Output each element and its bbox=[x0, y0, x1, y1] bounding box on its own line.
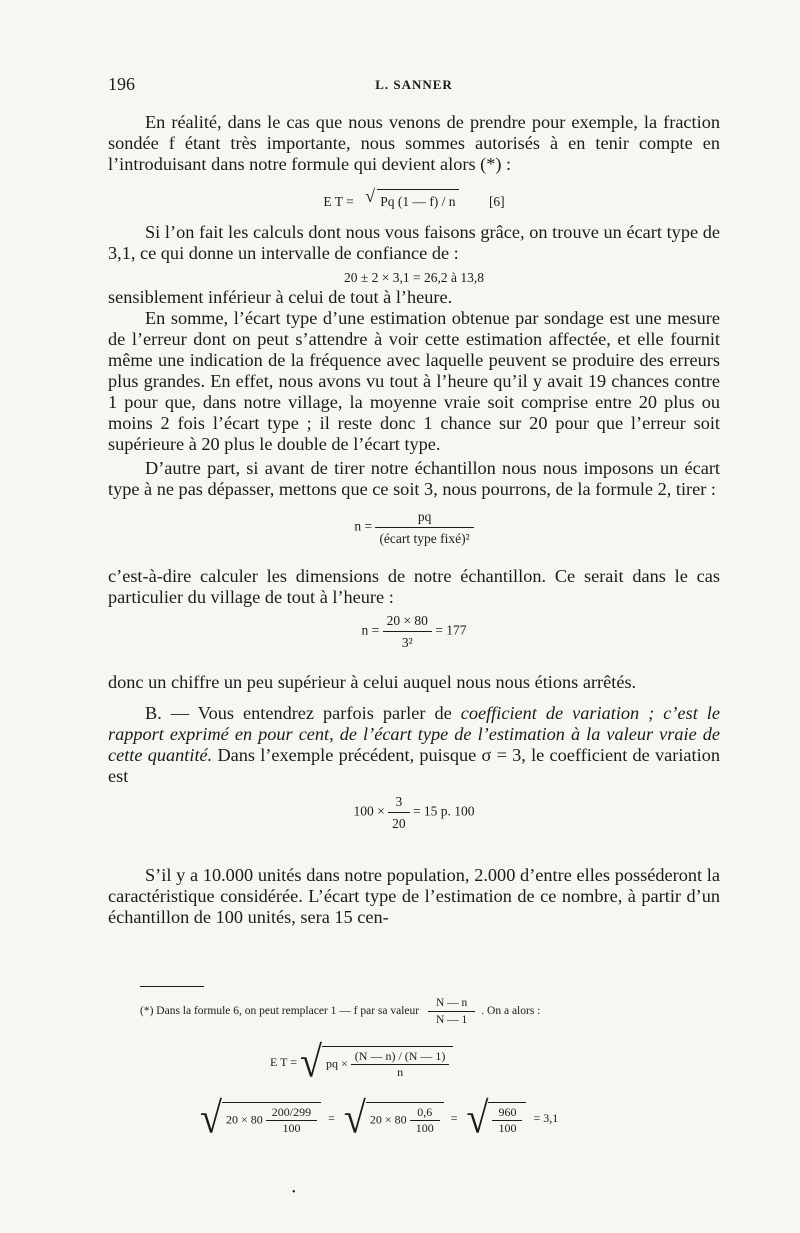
radicand-prefix: 20 × 80 bbox=[369, 1112, 407, 1127]
footnote-equation-2 bbox=[200, 1092, 559, 1143]
radical-sign: √ bbox=[466, 1092, 489, 1143]
footnote-eq2-radicand-b bbox=[366, 1102, 444, 1136]
footnote-eq2-sqrt-c bbox=[466, 1092, 526, 1143]
paragraph-9: S’il y a 10.000 unités dans notre population, 2.000 d’entre elles posséderont la caractéristique considérée. L’écart type de l’estimation de ce nombre, à partir d’un échantillon de 100 unités, sera 15 cen- bbox=[108, 865, 720, 927]
paragraph-2: Si l’on fait les calculs dont nous vous faisons grâce, on trouve un écart type de 3,1, ce qui donne un intervalle de confiance de : bbox=[108, 222, 720, 263]
page-header bbox=[108, 74, 720, 100]
cv-fraction bbox=[388, 791, 410, 834]
paragraph-3: sensiblement inférieur à celui de tout à l’heure. bbox=[108, 287, 453, 307]
footnote-eq2-radicand-a bbox=[222, 1102, 321, 1136]
sample-size-fraction bbox=[375, 506, 473, 549]
body-text bbox=[108, 112, 720, 928]
ink-mark: • bbox=[292, 1187, 296, 1198]
footnote-eq2-radicand-c bbox=[488, 1102, 526, 1136]
cv-result: = 15 p. 100 bbox=[412, 803, 475, 819]
radical-sign: √ bbox=[200, 1092, 222, 1143]
equation-6-lhs: E T = bbox=[323, 194, 354, 209]
confidence-interval-equation: 20 ± 2 × 3,1 = 26,2 à 13,8 bbox=[343, 270, 484, 285]
radicand-fraction bbox=[492, 1105, 522, 1136]
footnote-eq1-lhs: E T = bbox=[270, 1054, 297, 1069]
fraction-numerator: pq bbox=[417, 509, 432, 524]
coefficient-variation-equation bbox=[108, 791, 720, 845]
fraction-denominator: (écart type fixé)² bbox=[375, 527, 473, 549]
footnote-eq1-radicand bbox=[322, 1046, 453, 1080]
fraction-denominator: n bbox=[351, 1064, 450, 1080]
equation-6 bbox=[108, 186, 720, 211]
definition-italic: coefficient de variation ; c’est le rapport exprimé en pour cent, de l’écart type de l’estimation à la valeur vraie de cette quantité. bbox=[108, 703, 720, 765]
sample-size-lhs: n = bbox=[354, 518, 373, 534]
radical-sign: √ bbox=[300, 1036, 322, 1087]
sample-size-calculation bbox=[108, 610, 720, 662]
fraction-numerator: 3 bbox=[395, 794, 403, 809]
equals-sign: = bbox=[328, 1110, 335, 1125]
footnote-eq2-sqrt-b bbox=[343, 1092, 444, 1143]
sample-size-formula bbox=[108, 506, 720, 558]
paragraph-8 bbox=[108, 703, 720, 787]
radical-sign: √ bbox=[365, 186, 376, 206]
paragraph-1: En réalité, dans le cas que nous venons de prendre pour exemple, la fraction sondée f étant très importante, nous sommes autorisés à en tenir compte en l’introduisant dans notre formule qui devient alors (*) : bbox=[108, 112, 720, 174]
radicand-fraction bbox=[410, 1105, 440, 1136]
paragraph-8-start: B. — Vous entendrez parfois parler de bbox=[145, 703, 461, 723]
fraction-numerator: 200/299 bbox=[271, 1105, 312, 1119]
paragraph-7: donc un chiffre un peu supérieur à celui auquel nous nous étions arrêtés. bbox=[108, 672, 637, 692]
footnote-rule bbox=[140, 986, 204, 987]
fraction-denominator: 20 bbox=[388, 812, 410, 834]
footnote bbox=[140, 995, 700, 1028]
paragraph-5: D’autre part, si avant de tirer notre échantillon nous nous imposons un écart type à ne pas dépasser, mettons que ce soit 3, nous pourrons, de la formule 2, tirer : bbox=[108, 458, 720, 499]
equation-6-radicand: Pq (1 — f) / n bbox=[377, 189, 458, 212]
equals-sign: = bbox=[450, 1110, 458, 1125]
fraction-denominator: 3² bbox=[383, 631, 432, 653]
footnote-fraction bbox=[428, 995, 475, 1028]
footnote-equation-1 bbox=[270, 1036, 457, 1087]
page-number: 196 bbox=[108, 74, 135, 94]
footnote-eq1-fraction bbox=[351, 1049, 450, 1080]
footnote-eq2-result: = 3,1 bbox=[533, 1110, 559, 1125]
sqrt-expression bbox=[365, 186, 458, 212]
cv-lhs: 100 × bbox=[353, 803, 385, 819]
radical-sign: √ bbox=[343, 1092, 366, 1143]
fraction-denominator: 100 bbox=[266, 1120, 317, 1136]
footnote-text-end: . On a alors : bbox=[481, 1005, 541, 1018]
sample-size-calc-result: = 177 bbox=[435, 622, 467, 638]
footnote-eq1-sqrt bbox=[300, 1036, 453, 1087]
footnote-eq1-pre: pq × bbox=[326, 1056, 348, 1071]
equation-6-label: [6] bbox=[488, 194, 505, 209]
paragraph-6: c’est-à-dire calculer les dimensions de notre échantillon. Ce serait dans le cas particulier du village de tout à l’heure : bbox=[108, 566, 720, 607]
fraction-numerator: (N — n) / (N — 1) bbox=[354, 1049, 446, 1063]
running-title: L. SANNER bbox=[375, 77, 453, 92]
fraction-numerator: 0,6 bbox=[417, 1105, 433, 1119]
footnote-text: (*) Dans la formule 6, on peut remplacer 1 — f par sa valeur bbox=[140, 1005, 420, 1018]
radicand-fraction bbox=[266, 1105, 317, 1136]
fraction-numerator: 20 × 80 bbox=[386, 613, 428, 628]
footnote-eq2-sqrt-a bbox=[200, 1092, 321, 1143]
fraction-numerator: 960 bbox=[498, 1105, 517, 1119]
sample-size-calc-lhs: n = bbox=[361, 622, 380, 638]
radicand-prefix: 20 × 80 bbox=[226, 1112, 263, 1127]
paragraph-4: En somme, l’écart type d’une estimation obtenue par sondage est une mesure de l’erreur dont on peut s’attendre à voir cette estimation affectée, et elle fournit même une indication de la fréquence avec laquelle peuvent se produire des erreurs plus grandes. En effet, nous avons vu tout à l’heure qu’il y avait 19 chances contre 1 pour que, dans notre village, la moyenne vraie soit comprise entre 20 plus ou moins 2 fois l’écart type ; il reste donc 1 chance sur 20 pour que l’erreur soit supérieure à 20 plus le double de l’écart type. bbox=[108, 308, 720, 454]
fraction-numerator: N — n bbox=[435, 997, 468, 1009]
fraction-denominator: 100 bbox=[410, 1120, 440, 1136]
fraction-denominator: 100 bbox=[492, 1120, 522, 1136]
paragraph-8-end: Dans l’exemple précédent, puisque σ = 3, le coefficient de variation est bbox=[108, 745, 720, 786]
sample-size-calc-fraction bbox=[383, 610, 432, 653]
fraction-denominator: N — 1 bbox=[428, 1011, 475, 1028]
